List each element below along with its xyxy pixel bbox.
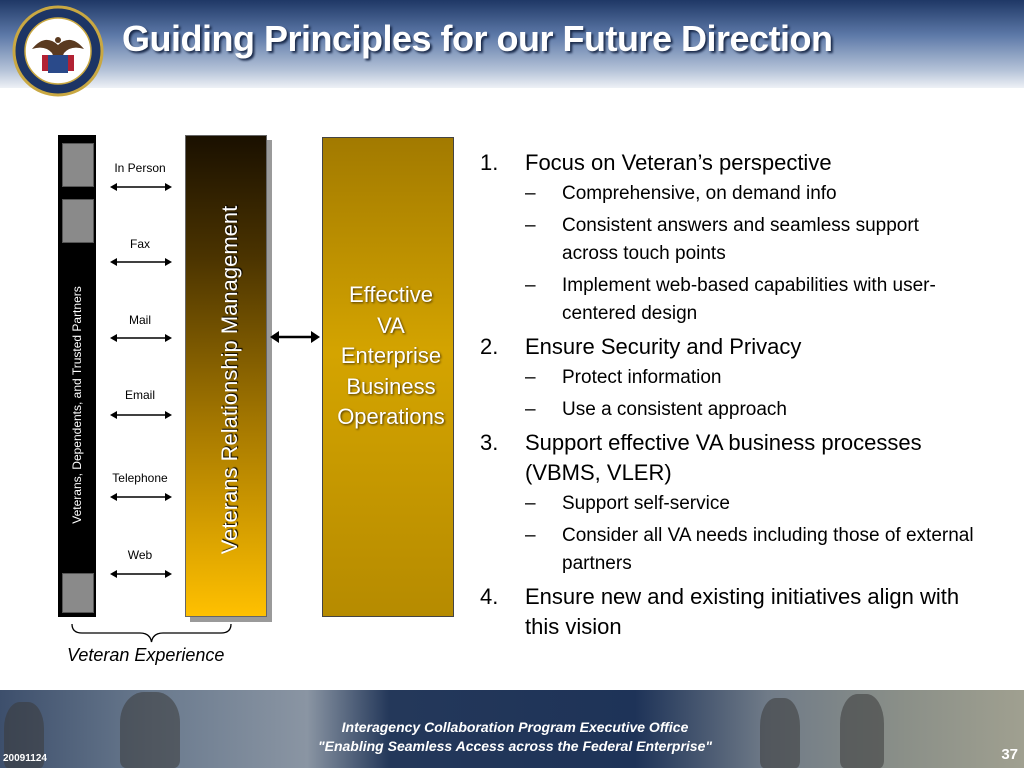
footer-date-code: 20091124 — [3, 753, 47, 764]
enterprise-line: Operations — [337, 404, 445, 429]
vrm-label: Veterans Relationship Management — [217, 205, 242, 555]
sub-bullet — [525, 212, 980, 268]
sub-bullet — [525, 364, 980, 392]
channel-label-telephone: Telephone — [112, 471, 168, 485]
principle-item — [480, 582, 980, 642]
veteran-photo — [62, 199, 94, 243]
sub-bullet — [525, 180, 980, 208]
soldier-silhouette — [760, 698, 800, 768]
double-arrow-icon — [110, 492, 172, 502]
sub-bullet-text: Protect information — [562, 367, 722, 388]
principle-number: 1. — [480, 150, 499, 175]
enterprise-line: VA — [377, 312, 405, 338]
principle-text: Ensure new and existing initiatives align with this vision — [525, 584, 960, 639]
principle-number: 4. — [480, 584, 499, 609]
channel-label-web: Web — [127, 548, 153, 562]
enterprise-operations-label — [322, 280, 460, 433]
sub-bullet-text: Support self-service — [562, 493, 730, 514]
veteran-experience-caption: Veteran Experience — [67, 645, 225, 665]
sub-bullet-text: Consistent answers and seamless support across touch points — [562, 215, 919, 264]
dash-bullet: – — [525, 367, 536, 388]
footer-tagline: "Enabling Seamless Access across the Federal Enterprise" — [317, 738, 713, 754]
principles-list — [480, 148, 980, 646]
sub-bullet — [525, 272, 980, 328]
sub-bullet — [525, 490, 980, 518]
dash-bullet: – — [525, 215, 536, 236]
veteran-photo — [62, 143, 94, 187]
dash-bullet: – — [525, 525, 536, 546]
soldier-silhouette — [840, 694, 884, 768]
principle-item — [480, 428, 980, 578]
channel-label-in-person: In Person — [114, 161, 166, 175]
dash-bullet: – — [525, 493, 536, 514]
slide-title: Guiding Principles for our Future Direction — [122, 18, 833, 59]
double-arrow-icon — [110, 333, 172, 343]
veterans-dependents-label: Veterans, Dependents, and Trusted Partners — [70, 286, 84, 524]
veteran-photo — [62, 573, 94, 613]
dash-bullet: – — [525, 399, 536, 420]
slide-footer — [0, 690, 1024, 768]
principle-text: Ensure Security and Privacy — [525, 334, 802, 359]
dash-bullet: – — [525, 183, 536, 204]
slide-page-number: 37 — [1001, 746, 1018, 763]
channel-label-email: Email — [124, 388, 155, 402]
dash-bullet: – — [525, 275, 536, 296]
sub-bullet-list — [525, 180, 980, 328]
principle-item — [480, 148, 980, 328]
principle-number: 2. — [480, 334, 499, 359]
double-arrow-icon — [110, 410, 172, 420]
sub-bullet-text: Use a consistent approach — [562, 399, 787, 420]
soldier-silhouette — [120, 692, 180, 768]
sub-bullet-list — [525, 364, 980, 424]
enterprise-line: Effective — [349, 282, 433, 307]
principle-item — [480, 332, 980, 424]
double-arrow-icon — [110, 569, 172, 579]
footer-org-name: Interagency Collaboration Program Executive Office — [341, 719, 689, 735]
sub-bullet-text: Implement web-based capabilities with user-centered design — [562, 275, 936, 324]
enterprise-line: Business — [346, 373, 436, 399]
principle-text: Support effective VA business processes (VBMS, VLER) — [525, 430, 922, 485]
bidirectional-arrow-icon — [270, 330, 320, 344]
channel-label-mail: Mail — [128, 313, 151, 327]
va-seal-logo — [8, 5, 108, 97]
channel-label-fax: Fax — [129, 237, 150, 251]
double-arrow-icon — [110, 257, 172, 267]
sub-bullet — [525, 396, 980, 424]
enterprise-line: Enterprise — [340, 343, 442, 368]
sub-bullet-list — [525, 490, 980, 578]
principle-number: 3. — [480, 430, 499, 455]
sub-bullet-text: Consider all VA needs including those of external partners — [562, 525, 974, 574]
sub-bullet-text: Comprehensive, on demand info — [562, 183, 837, 204]
double-arrow-icon — [110, 182, 172, 192]
principle-text: Focus on Veteran’s perspective — [525, 150, 832, 175]
curly-brace-icon — [70, 622, 233, 644]
sub-bullet — [525, 522, 980, 578]
